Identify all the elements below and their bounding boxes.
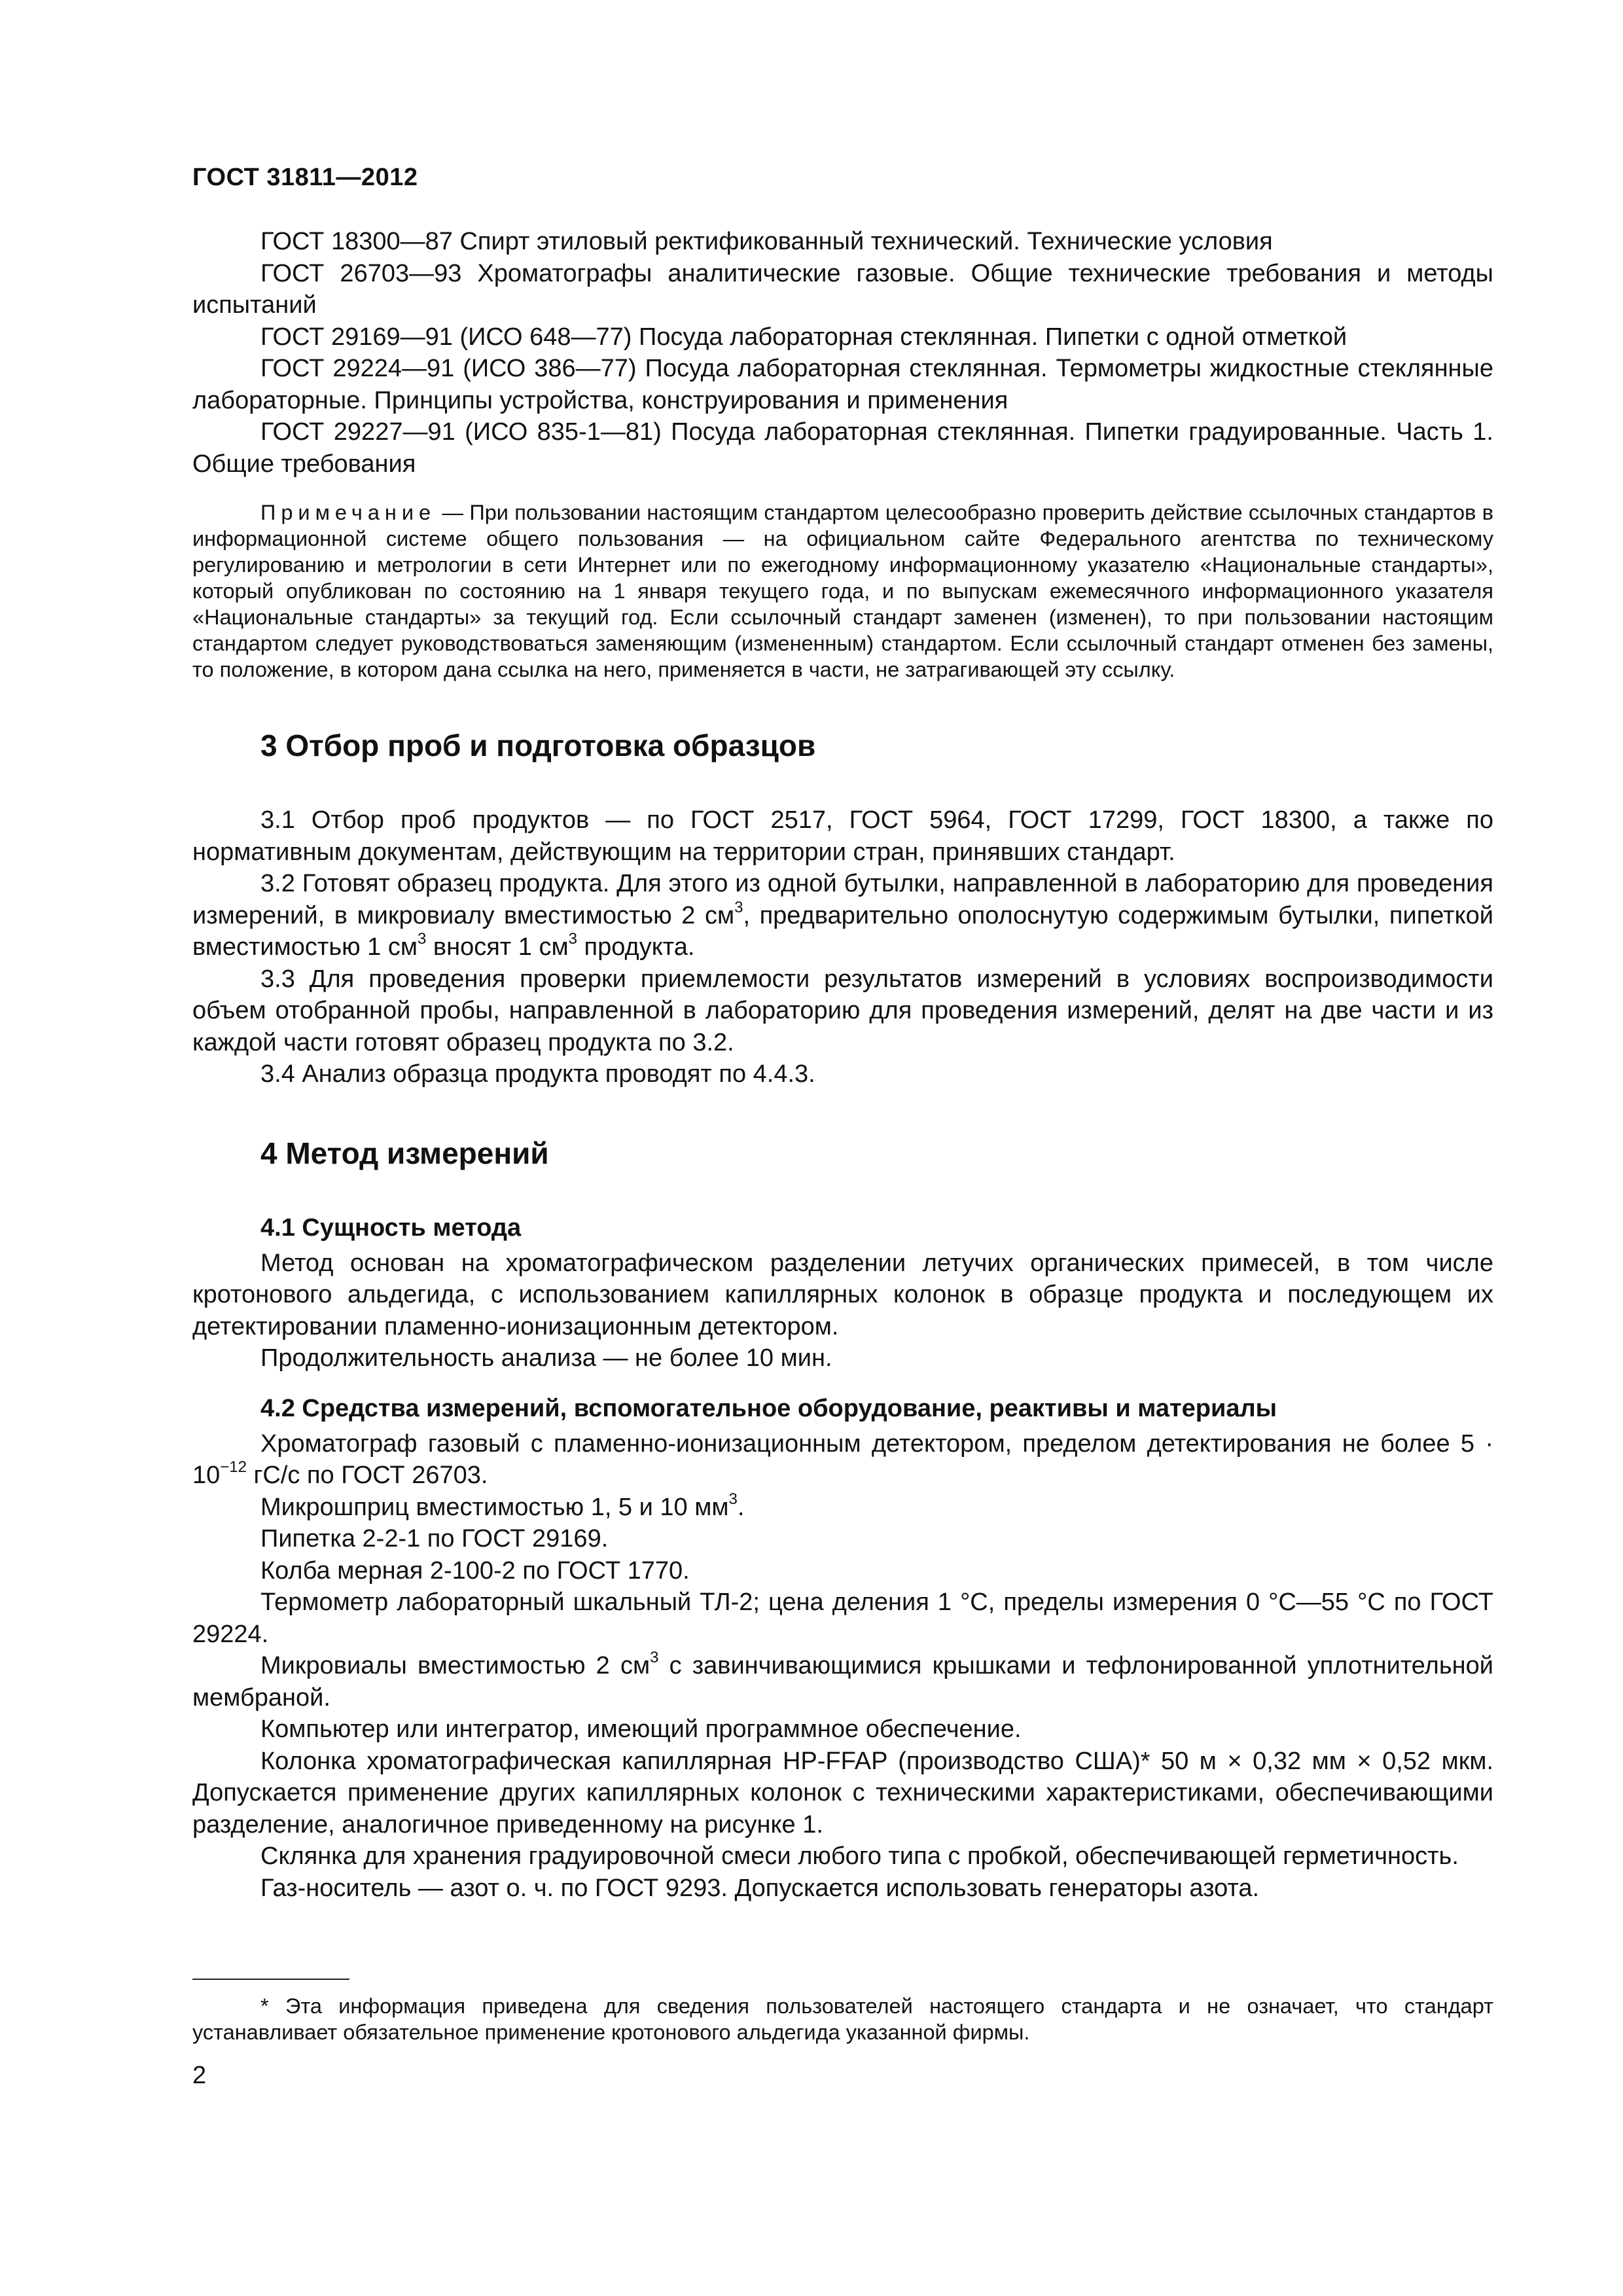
analysis-duration: Продолжительность анализа — не более 10 мин. bbox=[260, 1344, 832, 1372]
subsection-4-2-title: 4.2 Средства измерений, вспомогательное оборудование, реактивы и материалы bbox=[260, 1394, 1277, 1422]
reference-item: ГОСТ 18300—87 Спирт этиловый ректификованный технический. Технические условия bbox=[260, 228, 1273, 255]
method-principle: Метод основан на хроматографическом разделении летучих органических примесей, в том числе кротонового альдегида, с использованием капиллярных колонок в образце продукта и последующем их детектировании пламенно-ионизационным детектором. bbox=[192, 1249, 1493, 1340]
item-microvials: Микровиалы вместимостью 2 $см^3$ с завинчивающимися крышками и тефлонированной уплотнительной мембраной. bbox=[192, 1649, 1493, 1712]
normative-references bbox=[192, 226, 1493, 480]
reference-item: ГОСТ 29169—91 (ИСО 648—77) Посуда лабораторная стеклянная. Пипетки с одной отметкой bbox=[260, 323, 1347, 351]
note-text: — При пользовании настоящим стандартом целесообразно проверить действие ссылочных стандартов в информационной системе общего пользования — на официальном сайте Федерального агентства по техническому регулированию и метрологии в сети Интернет или по ежегодному информационному указателю «Национальные стандарты», который опубликован по состоянию на 1 января текущего года, и по выпускам ежемесячного информационного указателя «Национальные стандарты» за текущий год. Если ссылочный стандарт заменен (изменен), то при пользовании настоящим стандартом следует руководствоваться заменяющим (измененным) стандартом. Если ссылочный стандарт отменен без замены, то положение, в котором дана ссылка на него, применяется в части, не затрагивающей эту ссылку. bbox=[192, 501, 1493, 681]
reference-item: ГОСТ 26703—93 Хроматографы аналитические газовые. Общие технические требования и методы испытаний bbox=[192, 259, 1493, 319]
section-3-body bbox=[192, 804, 1493, 1090]
page-header: ГОСТ 31811—2012 bbox=[192, 164, 418, 191]
footnote-divider bbox=[192, 1979, 349, 1980]
reference-item: ГОСТ 29224—91 (ИСО 386—77) Посуда лабораторная стеклянная. Термометры жидкостные стеклянные лабораторные. Принципы устройства, конструирования и применения bbox=[192, 355, 1493, 414]
item-flask: Колба мерная 2-100-2 по ГОСТ 1770. bbox=[260, 1556, 690, 1585]
section-4-title: 4 Метод измерений bbox=[260, 1136, 549, 1170]
item-chromatograph: Хроматограф газовый с пламенно-ионизационным детектором, пределом детектирования не более $5 \cdot 10^{-12}$ гС/с по ГОСТ 26703. bbox=[192, 1429, 1493, 1489]
section-3-title: 3 Отбор проб и подготовка образцов bbox=[260, 728, 816, 762]
clause-3-3: 3.3 Для проведения проверки приемлемости результатов измерений в условиях воспроизводимости объем отобранной пробы, направленной в лабораторию для проведения измерений, делят на две части и из каждой части готовят образец продукта по 3.2. bbox=[192, 965, 1493, 1056]
item-pipette: Пипетка 2-2-1 по ГОСТ 29169. bbox=[260, 1525, 609, 1552]
page-number: 2 bbox=[192, 2062, 207, 2089]
footnote-text: * Эта информация приведена для сведения пользователей настоящего стандарта и не означает, что стандарт устанавливает обязательное применение кротонового альдегида указанной фирмы. bbox=[192, 1994, 1493, 2044]
clause-3-1: 3.1 Отбор проб продуктов — по ГОСТ 2517, ГОСТ 5964, ГОСТ 17299, ГОСТ 18300, а также по нормативным документам, действующим на территории стран, принявших стандарт. bbox=[192, 806, 1493, 866]
clause-3-2: 3.2 Готовят образец продукта. Для этого из одной бутылки, направленной в лабораторию для проведения измерений, в микровиалу вместимостью 2 $см^3$, предварительно ополоснутую содержимым бутылки, пипеткой вместимостью 1 $см^3$ вносят 1 $см^3$ продукта. bbox=[192, 870, 1493, 961]
footnote-block bbox=[192, 1993, 1493, 2045]
note-block bbox=[192, 499, 1493, 683]
note-label: Примечание bbox=[260, 501, 437, 524]
item-thermometer: Термометр лабораторный шкальный ТЛ-2; цена деления 1 °С, пределы измерения 0 °С—55 °С по ГОСТ 29224. bbox=[192, 1588, 1493, 1648]
item-microsyringe: Микрошприц вместимостью 1, 5 и 10 $мм^3$. bbox=[260, 1490, 745, 1521]
item-computer: Компьютер или интегратор, имеющий программное обеспечение. bbox=[260, 1715, 1022, 1743]
item-carrier-gas: Газ-носитель — азот о. ч. по ГОСТ 9293. Допускается использовать генераторы азота. bbox=[260, 1874, 1260, 1902]
item-jar: Склянка для хранения градуировочной смеси любого типа с пробкой, обеспечивающей герметичность. bbox=[260, 1842, 1459, 1870]
item-column: Колонка хроматографическая капиллярная HP-FFAP (производство США)* 50 м × 0,32 мм × 0,52 мкм. Допускается применение других капиллярных колонок с техническими характеристиками, обеспечивающими разделение, аналогичное приведенному на рисунке 1. bbox=[192, 1747, 1493, 1839]
reference-item: ГОСТ 29227—91 (ИСО 835-1—81) Посуда лабораторная стеклянная. Пипетки градуированные. Часть 1. Общие требования bbox=[192, 418, 1493, 478]
main-content bbox=[192, 226, 1493, 1904]
subsection-4-1-title: 4.1 Сущность метода bbox=[260, 1213, 522, 1242]
note-paragraph bbox=[192, 499, 1493, 683]
clause-3-4: 3.4 Анализ образца продукта проводят по 4.4.3. bbox=[260, 1060, 815, 1088]
